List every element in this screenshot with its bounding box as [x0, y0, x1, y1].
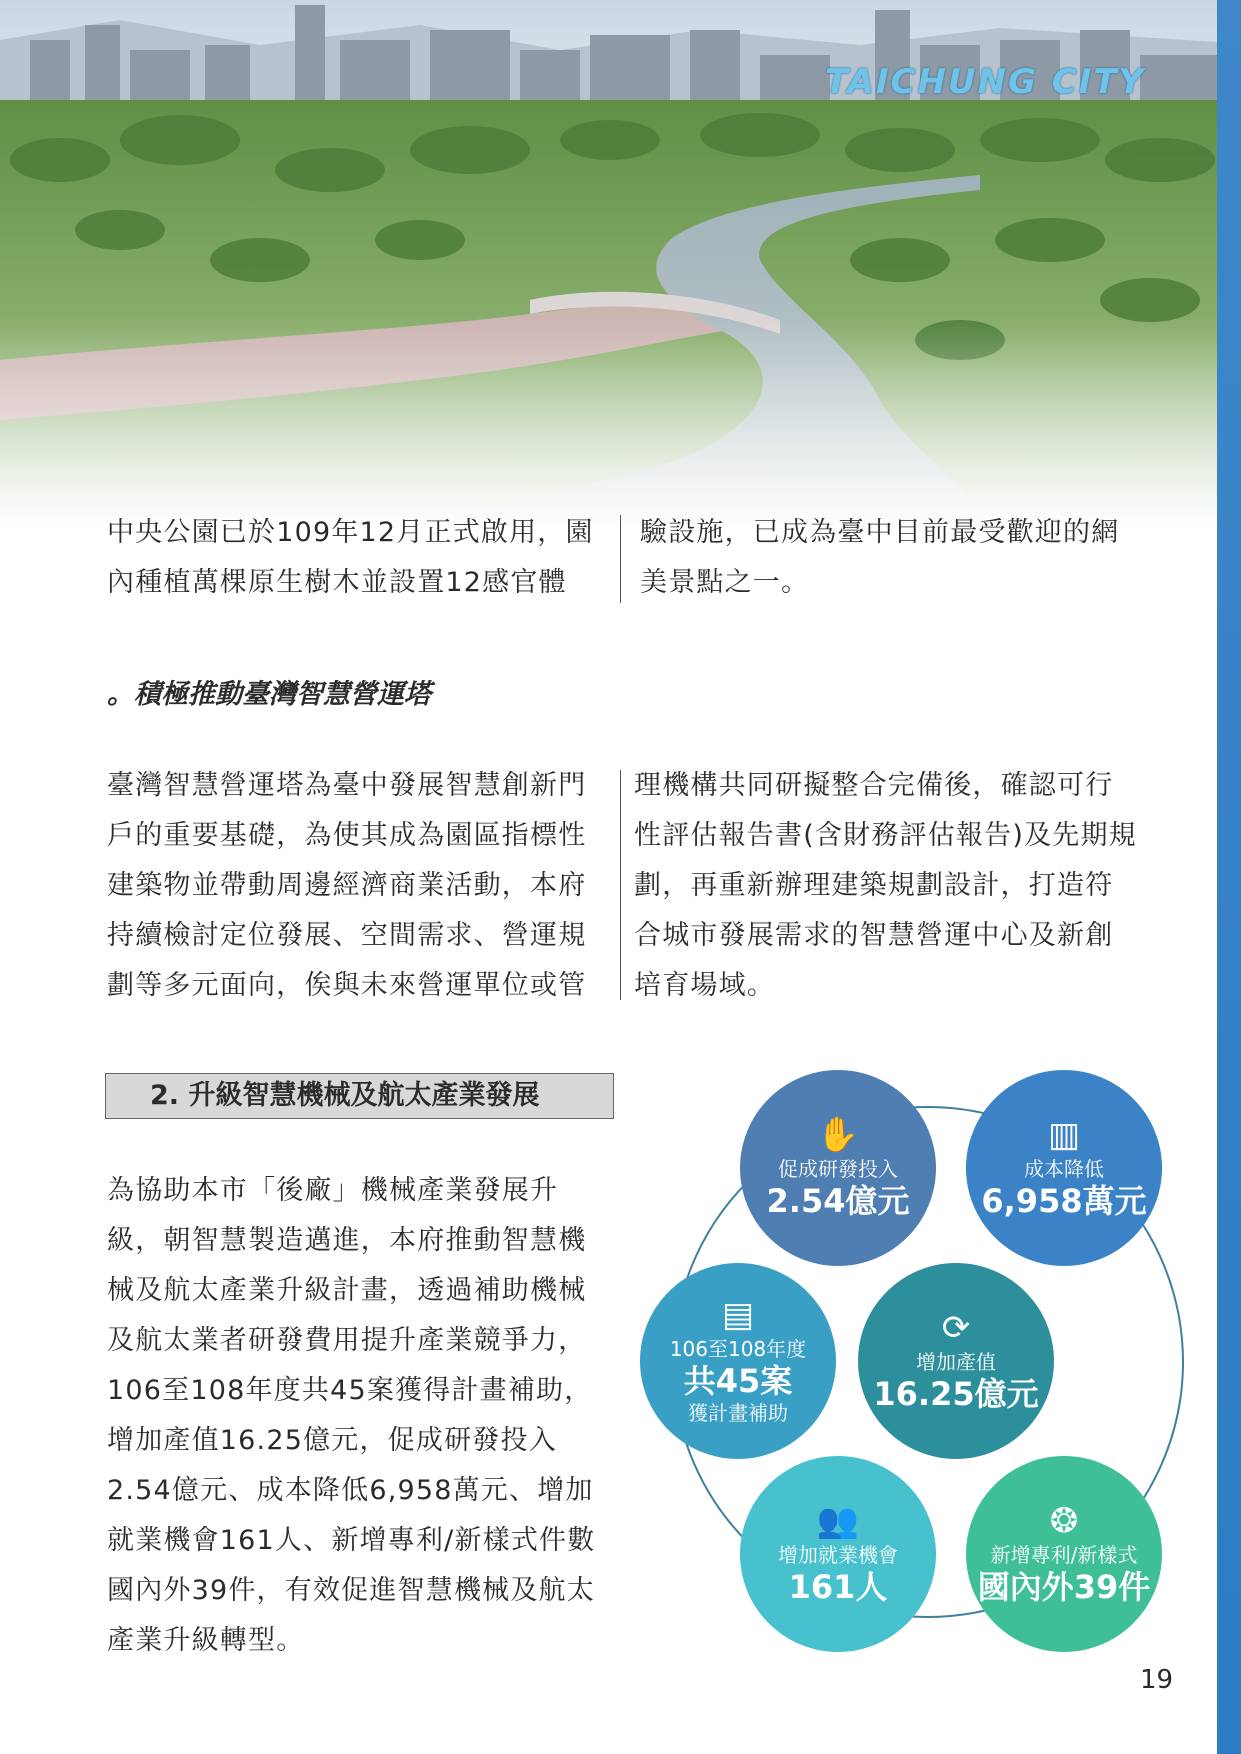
output-value-value: 16.25億元	[873, 1375, 1039, 1413]
rd-investment-value: 2.54億元	[766, 1182, 910, 1220]
jobs-label: 增加就業機會	[778, 1543, 898, 1567]
page-number: 19	[1140, 1665, 1174, 1695]
tower-subheading: 。積極推動臺灣智慧營運塔	[107, 679, 431, 710]
rd-investment-label: 促成研發投入	[778, 1157, 898, 1181]
cost-reduction-label: 成本降低	[1024, 1157, 1104, 1181]
patents-bubble	[966, 1456, 1162, 1652]
park-paragraph-left: 中央公園已於109年12月正式啟用，園內種植萬棵原生樹木並設置12感官體	[107, 517, 594, 598]
taichung-city-logo: TAICHUNG CITY	[825, 62, 1146, 102]
people-icon: 👥	[816, 1501, 860, 1541]
subsidy-cases-bubble	[640, 1263, 836, 1459]
rd-investment-bubble	[740, 1070, 936, 1266]
jobs-bubble	[740, 1456, 936, 1652]
column-divider	[620, 770, 621, 1000]
column-divider	[620, 515, 621, 603]
header-photo	[0, 0, 1217, 530]
subsidy-cases-note: 獲計畫補助	[688, 1401, 788, 1425]
hand-coin-icon: ✋	[816, 1115, 860, 1155]
subsidy-cases-value: 共45案	[683, 1362, 793, 1400]
document-icon: ▤	[721, 1295, 755, 1335]
side-accent-bar	[1217, 0, 1241, 1754]
output-value-label: 增加產值	[916, 1350, 996, 1374]
cost-reduction-value: 6,958萬元	[981, 1182, 1147, 1220]
tower-paragraph-right: 理機構共同研擬整合完備後，確認可行性評估報告書(含財務評估報告)及先期規劃，再重新辦理建築規劃設計，打造符合城市發展需求的智慧營運中心及新創培育場域。	[634, 770, 1137, 1001]
brain-icon: ❂	[1049, 1501, 1079, 1541]
section-title-box: 2. 升級智慧機械及航太產業發展	[105, 1073, 614, 1119]
dollar-cycle-icon: ⟳	[941, 1308, 971, 1348]
park-paragraph-right: 驗設施，已成為臺中目前最受歡迎的網美景點之一。	[640, 517, 1120, 598]
tower-paragraph-left: 臺灣智慧營運塔為臺中發展智慧創新門戶的重要基礎，為使其成為園區指標性建築物並帶動周邊經濟商業活動，本府持續檢討定位發展、空間需求、營運規劃等多元面向，俟與未來營運單位或管	[107, 770, 587, 1001]
results-infographic	[632, 1060, 1192, 1660]
machinery-paragraph: 為協助本市「後廠」機械產業發展升級，朝智慧製造邁進，本府推動智慧機械及航太產業升級計畫，透過補助機械及航太業者研發費用提升產業競爭力，106至108年度共45案獲得計畫補助，增加產值16.25億元，促成研發投入2.54億元、成本降低6,958萬元、增加就業機會161人、新增專利/新樣式件數國內外39件，有效促進智慧機械及航太產業升級轉型。	[107, 1175, 596, 1656]
output-value-bubble	[858, 1263, 1054, 1459]
jobs-value: 161人	[788, 1568, 888, 1606]
cost-reduction-bubble	[966, 1070, 1162, 1266]
patents-label: 新增專利/新樣式	[990, 1543, 1138, 1567]
patents-value: 國內外39件	[977, 1568, 1151, 1606]
building-down-icon: ▥	[1047, 1115, 1081, 1155]
subsidy-cases-period: 106至108年度	[669, 1337, 807, 1361]
